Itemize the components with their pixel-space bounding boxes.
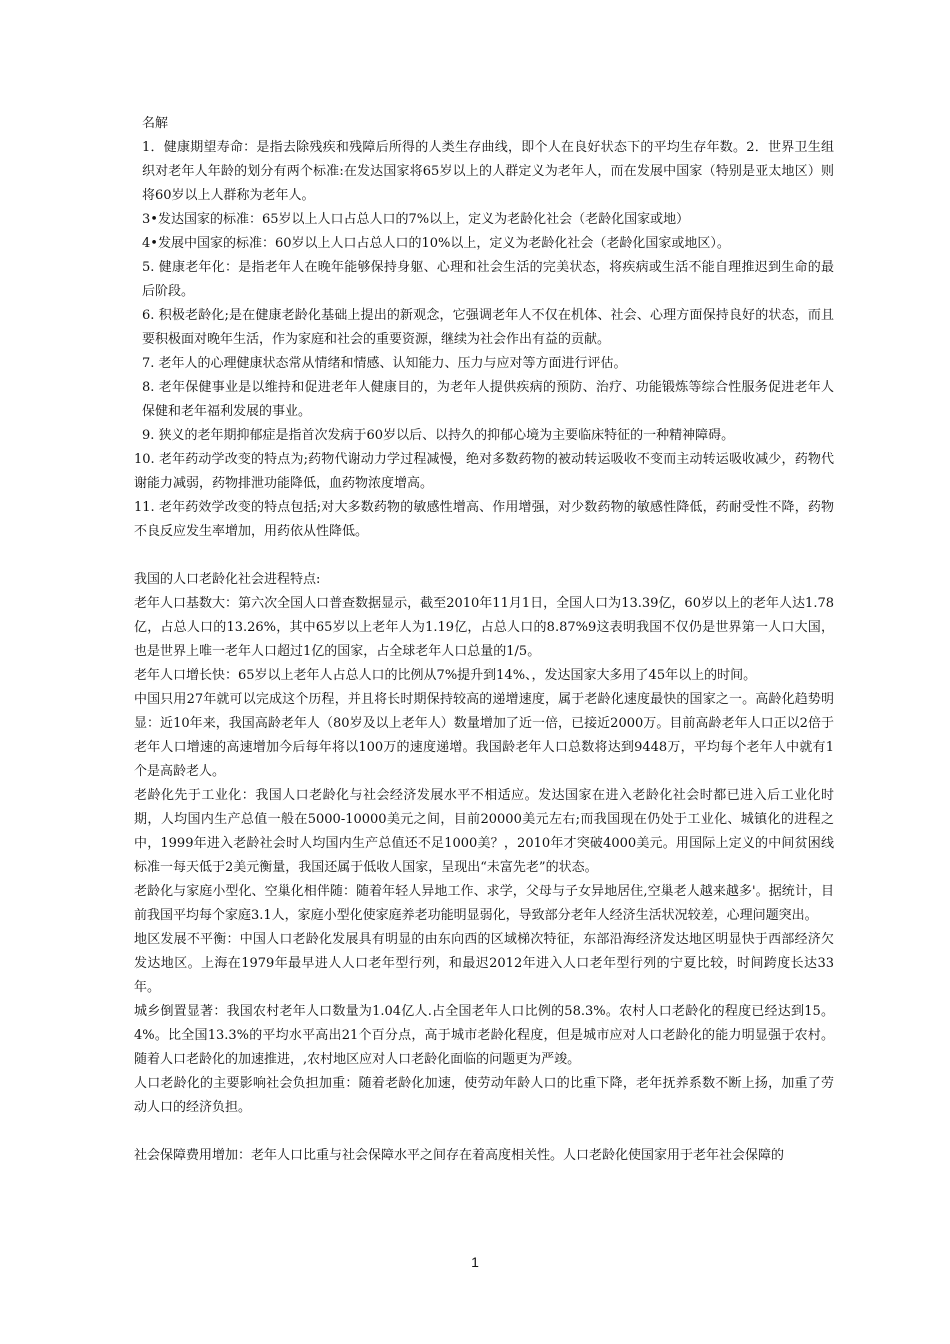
definition-paragraph: 5. 健康老年化：是指老年人在晚年能够保持身躯、心理和社会生活的完美状态，将疾病或生活不能自理推迟到生命的最后阶段。 [142,260,834,299]
definition-paragraph: 9. 狭义的老年期抑郁症是指首次发病于60岁以后、以持久的抑郁心境为主要临床特征的一种精神障碍。 [142,428,735,443]
closing-paragraph: 社会保障费用增加：老年人口比重与社会保障水平之间存在着高度相关性。人口老龄化使国家用于老年社会保障的 [134,1148,785,1163]
definition-paragraph: 10. 老年药动学改变的特点为;药物代谢动力学过程减慢，绝对多数药物的被动转运吸收不变而主动转运吸收减少，药物代谢能力减弱，药物排泄功能降低，血药物浓度增高。 [134,452,834,491]
definition-paragraph: 7. 老年人的心理健康状态常从情绪和情感、认知能力、压力与应对等方面进行评估。 [142,356,627,371]
document-body [134,112,834,1168]
section-paragraph: 老龄化先于工业化：我国人口老龄化与社会经济发展水平不相适应。发达国家在进入老龄化社会时都已进入后工业化时期，人均国内生产总值一般在5000-10000美元之间，目前20000美元左右;而我国现在仍处于工业化、城镇化的进程之中，1999年进入老龄社会时人均国内生产总值还不足1000美？，2010年才突破4000美元。用国际上定义的中间贫困线标准一每天低于2美元衡量，我国还属于低收人国家，呈现出“未富先老”的状态。 [134,788,834,875]
section-paragraph: 老年人口增长快：65岁以上老年人占总人口的比例从7%提升到14%、，发达国家大多用了45年以上的时间。 [134,668,757,683]
section-paragraph: 城乡倒置显著：我国农村老年人口数量为1.04亿人.占全国老年人口比例的58.3%。农村人口老龄化的程度已经达到15。4%。比全国13.3%的平均水平高出21个百分点，高于城市老龄化程度，但是城市应对人口老龄化的能力明显强于农村。随着人口老龄化的加速推进，,农村地区应对人口老龄化面临的问题更为严竣。 [134,1004,834,1067]
section-paragraph: 老年人口基数大：第六次全国人口普查数据显示，截至2010年11月1日，全国人口为13.39亿，60岁以上的老年人达1.78亿，占总人口的13.26%，其中65岁以上老年人为1.19亿，占总人口的8.87%9这表明我国不仅仍是世界第一人口大国，也是世界上唯一老年人口超过1亿的国家，占全球老年人口总量的1/5。 [134,596,834,659]
section-heading-terms: 名解 [142,116,169,131]
section-paragraph: 地区发展不平衡：中国人口老龄化发展具有明显的由东向西的区域梯次特征，东部沿海经济发达地区明显快于西部经济欠发达地区。上海在1979年最早进人人口老年型行列，和最迟2012年进入人口老年型行列的宁夏比较，时间跨度长达33年。 [134,932,834,995]
definition-paragraph: 6. 积极老龄化;是在健康老龄化基础上提出的新观念，它强调老年人不仅在机体、社会、心理方面保持良好的状态，而且要积极面对晚年生活，作为家庭和社会的重要资源，继续为社会作出有益的贡献。 [142,308,834,347]
spacer [134,544,834,568]
spacer [134,1120,834,1144]
page-number: 1 [471,1254,479,1270]
section-paragraph: 中国只用27年就可以完成这个历程，并且将长时期保持较高的递增速度，属于老龄化速度最快的国家之一。高龄化趋势明显：近10年来，我国高龄老年人（80岁及以上老年人）数量增加了近一倍，已接近2000万。目前高龄老年人口正以2倍于老年人口增速的高速增加今后每年将以100万的速度递增。我国龄老年人口总数将达到9448万，平均每个老年人中就有1个是高龄老人。 [134,692,834,779]
definition-paragraph: 1．健康期望寿命：是指去除残疾和残障后所得的人类生存曲线，即个人在良好状态下的平均生存年数。2．世界卫生组织对老年人年龄的划分有两个标准:在发达国家将65岁以上的人群定义为老年人，而在发展中国家（特别是亚太地区）则将60岁以上人群称为老年人。 [142,140,834,203]
definition-paragraph: 8. 老年保健事业是以维持和促进老年人健康目的，为老年人提供疾病的预防、治疗、功能锻炼等综合性服务促进老年人保健和老年福利发展的事业。 [142,380,834,419]
section-paragraph: 人口老龄化的主要影响社会负担加重：随着老龄化加速，使劳动年龄人口的比重下降，老年抚养系数不断上扬，加重了劳动人口的经济负担。 [134,1076,834,1115]
definition-paragraph: 3•发达国家的标准：65岁以上人口占总人口的7%以上，定义为老龄化社会（老龄化国家或地） [142,212,690,227]
section-paragraph: 老龄化与家庭小型化、空巢化相伴随：随着年轻人异地工作、求学，父母与子女异地居住,空巢老人越来越多'。据统计，目前我国平均每个家庭3.1人，家庭小型化使家庭养老功能明显弱化，导致部分老年人经济生活状况较差，心理问题突出。 [134,884,834,923]
section-title: 我国的人口老龄化社会进程特点: [134,572,321,587]
definition-paragraph: 4•发展中国家的标准：60岁以上人口占总人口的10%以上，定义为老龄化社会（老龄化国家或地区）。 [142,236,730,251]
definition-paragraph: 11. 老年药效学改变的特点包括;对大多数药物的敏感性增高、作用增强，对少数药物的敏感性降低，药耐受性不降，药物不良反应发生率增加，用药依从性降低。 [134,500,834,539]
